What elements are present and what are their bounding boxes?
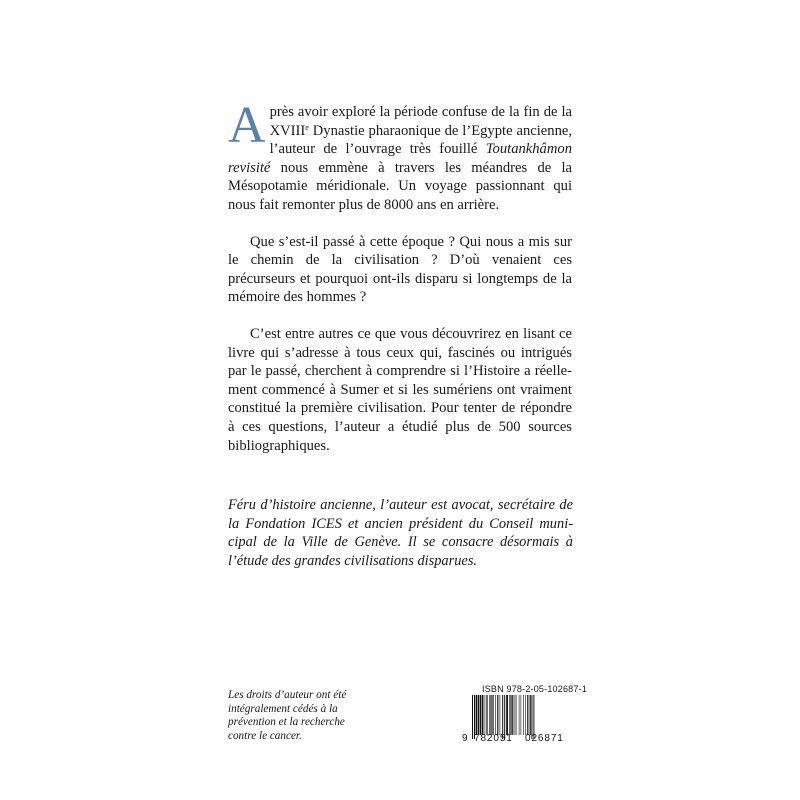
blurb-paragraph-1 — [228, 97, 572, 215]
drop-cap: A — [228, 97, 266, 154]
rights-note — [228, 689, 348, 743]
barcode-bar — [492, 695, 493, 735]
dynasty-superscript: e — [305, 122, 309, 132]
blurb-paragraph-2: Que s’est-il passé à cette époque ? Qui nous a mis sur le chemin de la civilisation ? D’où venaient ces précurseurs et pourquoi ont-ils disparu si longtemps de la mémoire des hommes ? — [228, 233, 572, 306]
barcode-digit-first: 9 — [462, 733, 468, 744]
blurb-p1-end: nous emmène à travers les méandres de la Mésopotamie méridionale. Un voyage passionnant qui nous fait remonter plus de 8000 ans en arrière. — [228, 159, 572, 213]
barcode-bar — [523, 695, 524, 735]
barcode-bar — [491, 695, 492, 735]
barcode-bar — [497, 695, 498, 735]
barcode-bar — [519, 695, 520, 735]
barcode-bar — [515, 695, 516, 735]
blurb-paragraph-3: C’est entre autres ce que vous découvrirez en lisant ce livre qui s’adresse à tous ceux qui, fascinés ou intrigués par le passé, cherchent à comprendre si l’Histoire a réellement commencé à Sumer et si les sumériens ont vraiment constitué la première civilisation. Pour tenter de répondre à ces questions, l’auteur a étudié plus de 500 sources bibliographiques. — [228, 325, 572, 454]
barcode-bar — [478, 695, 479, 735]
barcode-bar — [527, 695, 528, 735]
book-title-reference: Toutankhâmon revisité — [228, 141, 572, 176]
author-bio-text: Féru d’histoire ancienne, l’auteur est avocat, secrétaire de la Fondation ICES et ancien président du Conseil municipal de la Ville de Genève. Il se consacre désormais à l’étude des grandes civilisations disparues. — [228, 497, 573, 569]
barcode-digits-right: 026871 — [525, 733, 564, 744]
barcode-bar — [506, 695, 508, 735]
author-bio — [228, 496, 573, 570]
barcode-bar — [480, 695, 481, 735]
barcode-bar — [489, 695, 490, 735]
barcode-bar — [485, 695, 486, 735]
barcode-bar — [530, 695, 531, 735]
barcode-bar — [516, 695, 517, 735]
isbn-label: ISBN 978-2-05-102687-1 — [482, 684, 587, 694]
barcode-bar — [486, 695, 487, 735]
barcode-bar — [512, 695, 513, 735]
barcode-bar — [525, 695, 526, 735]
dynasty-roman-numeral: XVIII — [269, 122, 306, 139]
barcode-bar — [472, 695, 473, 739]
barcode-bar — [476, 695, 478, 735]
barcode-bar — [521, 695, 522, 735]
blurb-p1-start: près avoir exploré la période confuse de la fin de la — [269, 104, 572, 120]
barcode-bar — [495, 695, 496, 735]
barcode-bar — [500, 695, 501, 735]
blurb-text — [228, 97, 572, 473]
barcode-digits-left: 782051 — [474, 733, 513, 744]
barcode-bar — [482, 695, 484, 735]
isbn-barcode-block — [462, 684, 587, 746]
barcode-bar — [510, 695, 511, 735]
blurb-p1-middle: Dynastie pharaonique de l’Egypte ancienne, l’auteur de l’ouvrage très fouillé — [269, 122, 572, 158]
rights-note-text: Les droits d’auteur ont été intégralement cédés à la prévention et la recherche contre le cancer. — [228, 689, 347, 742]
barcode-bar — [509, 695, 510, 735]
